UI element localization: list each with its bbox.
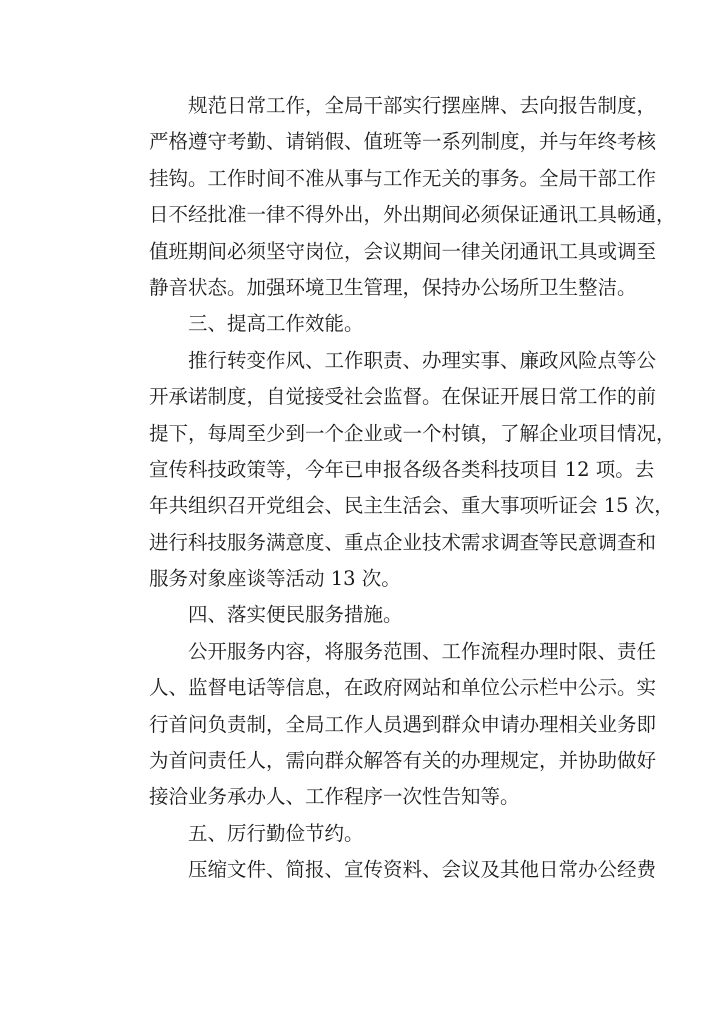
text-line: 行首问负责制，全局工作人员遇到群众申请办理相关业务即 <box>149 712 657 736</box>
text-line: 接洽业务承办人、工作程序一次性告知等。 <box>149 785 520 809</box>
heading-text: 三、提高工作效能。 <box>188 312 364 336</box>
paragraph-daily-work <box>110 88 676 306</box>
text-line: 挂钩。工作时间不准从事与工作无关的事务。全局干部工作 <box>149 166 657 190</box>
text-line: 年共组织召开党组会、民主生活会、重大事项听证会 15 次， <box>149 494 674 518</box>
text-line: 人、监督电话等信息，在政府网站和单位公示栏中公示。实 <box>149 676 657 700</box>
text-line: 严格遵守考勤、请销假、值班等一系列制度，并与年终考核 <box>149 130 657 154</box>
text-line: 规范日常工作，全局干部实行摆座牌、去向报告制度， <box>188 94 657 117</box>
text-line: 值班期间必须坚守岗位，会议期间一律关闭通讯工具或调至 <box>149 239 657 263</box>
text-line: 宣传科技政策等，今年已申报各级各类科技项目 12 项。去 <box>149 457 655 481</box>
text-line: 为首问责任人，需向群众解答有关的办理规定，并协助做好 <box>149 749 657 773</box>
text-line: 公开服务内容，将服务范围、工作流程办理时限、责任 <box>188 639 657 663</box>
section-heading-3 <box>110 306 615 342</box>
text-line: 服务对象座谈等活动 13 次。 <box>149 567 401 591</box>
text-line: 压缩文件、简报、宣传资料、会议及其他日常办公经费 <box>188 858 657 882</box>
text-line: 进行科技服务满意度、重点企业技术需求调查等民意调查和 <box>149 530 657 554</box>
heading-text: 五、厉行勤俭节约。 <box>188 821 364 845</box>
paragraph-service <box>110 634 657 816</box>
section-heading-5 <box>110 816 615 852</box>
heading-text: 四、落实便民服务措施。 <box>188 603 403 627</box>
section-heading-4 <box>110 597 615 633</box>
document-body <box>110 88 676 889</box>
text-line: 提下，每周至少到一个企业或一个村镇，了解企业项目情况， <box>149 421 676 445</box>
paragraph-efficiency <box>110 343 676 598</box>
text-line: 推行转变作风、工作职责、办理实事、廉政风险点等公 <box>188 348 657 372</box>
text-line: 静音状态。加强环境卫生管理，保持办公场所卫生整洁。 <box>149 275 637 299</box>
text-line: 日不经批准一律不得外出，外出期间必须保证通讯工具畅通， <box>149 203 676 227</box>
text-line: 开承诺制度，自觉接受社会监督。在保证开展日常工作的前 <box>149 385 657 409</box>
paragraph-frugality <box>110 852 657 888</box>
